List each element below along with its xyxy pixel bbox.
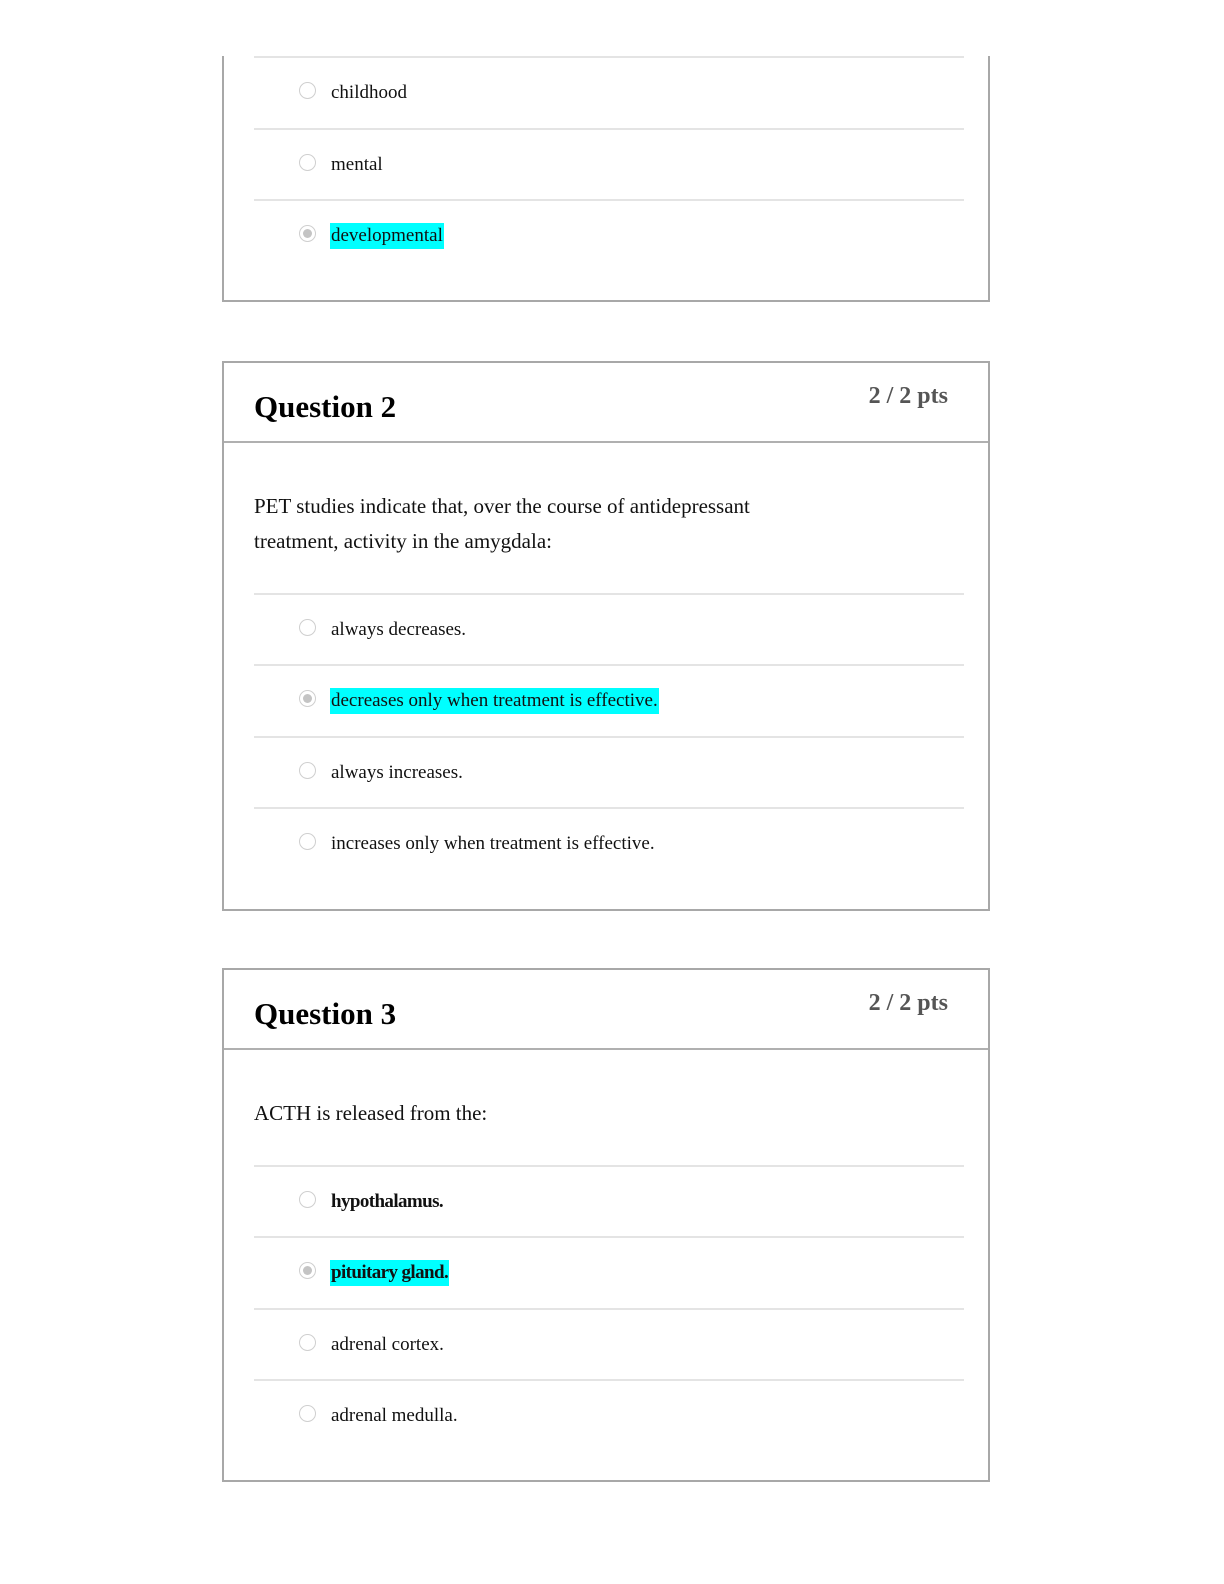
answer-label: always decreases.	[331, 619, 467, 640]
question-header	[224, 970, 988, 1050]
answer-label: mental	[331, 154, 383, 175]
question-2-card	[222, 361, 990, 911]
question-text: ACTH is released from the:	[254, 1101, 488, 1125]
radio-button-selected-icon[interactable]	[299, 225, 316, 242]
question-points: 2 / 2 pts	[868, 990, 948, 1016]
answer-option[interactable]	[254, 736, 964, 807]
question-3-card	[222, 968, 990, 1482]
answer-option[interactable]	[254, 1165, 964, 1236]
answer-option-selected[interactable]	[254, 664, 964, 735]
answer-label: increases only when treatment is effective.	[331, 833, 655, 854]
answer-label: adrenal cortex.	[331, 1334, 444, 1355]
answer-option[interactable]	[254, 128, 964, 199]
radio-button-icon[interactable]	[299, 619, 316, 636]
answer-option[interactable]	[254, 1308, 964, 1379]
answer-label: always increases.	[331, 762, 463, 783]
question-1-card	[222, 56, 990, 302]
answer-label: childhood	[331, 82, 407, 103]
radio-button-icon[interactable]	[299, 154, 316, 171]
answer-label: developmental	[330, 223, 444, 249]
radio-button-selected-icon[interactable]	[299, 690, 316, 707]
answer-option-selected[interactable]	[254, 1236, 964, 1307]
radio-button-icon[interactable]	[299, 82, 316, 99]
answer-label: pituitary gland.	[330, 1260, 449, 1286]
radio-button-icon[interactable]	[299, 1405, 316, 1422]
answer-option[interactable]	[254, 56, 964, 127]
question-points: 2 / 2 pts	[868, 383, 948, 409]
question-title: Question 2	[254, 389, 397, 424]
answer-label: hypothalamus.	[331, 1191, 444, 1212]
answer-option-selected[interactable]	[254, 199, 964, 270]
answer-label: adrenal medulla.	[331, 1405, 458, 1426]
radio-button-selected-icon[interactable]	[299, 1262, 316, 1279]
answer-option[interactable]	[254, 593, 964, 664]
answer-label: decreases only when treatment is effective.	[330, 688, 659, 714]
radio-button-icon[interactable]	[299, 1334, 316, 1351]
question-title: Question 3	[254, 996, 397, 1031]
radio-button-icon[interactable]	[299, 762, 316, 779]
radio-button-icon[interactable]	[299, 833, 316, 850]
answer-option[interactable]	[254, 1379, 964, 1450]
radio-button-icon[interactable]	[299, 1191, 316, 1208]
question-text: PET studies indicate that, over the course of antidepressant treatment, activity in the amygdala:	[254, 494, 750, 553]
answer-option[interactable]	[254, 807, 964, 878]
question-header	[224, 363, 988, 443]
